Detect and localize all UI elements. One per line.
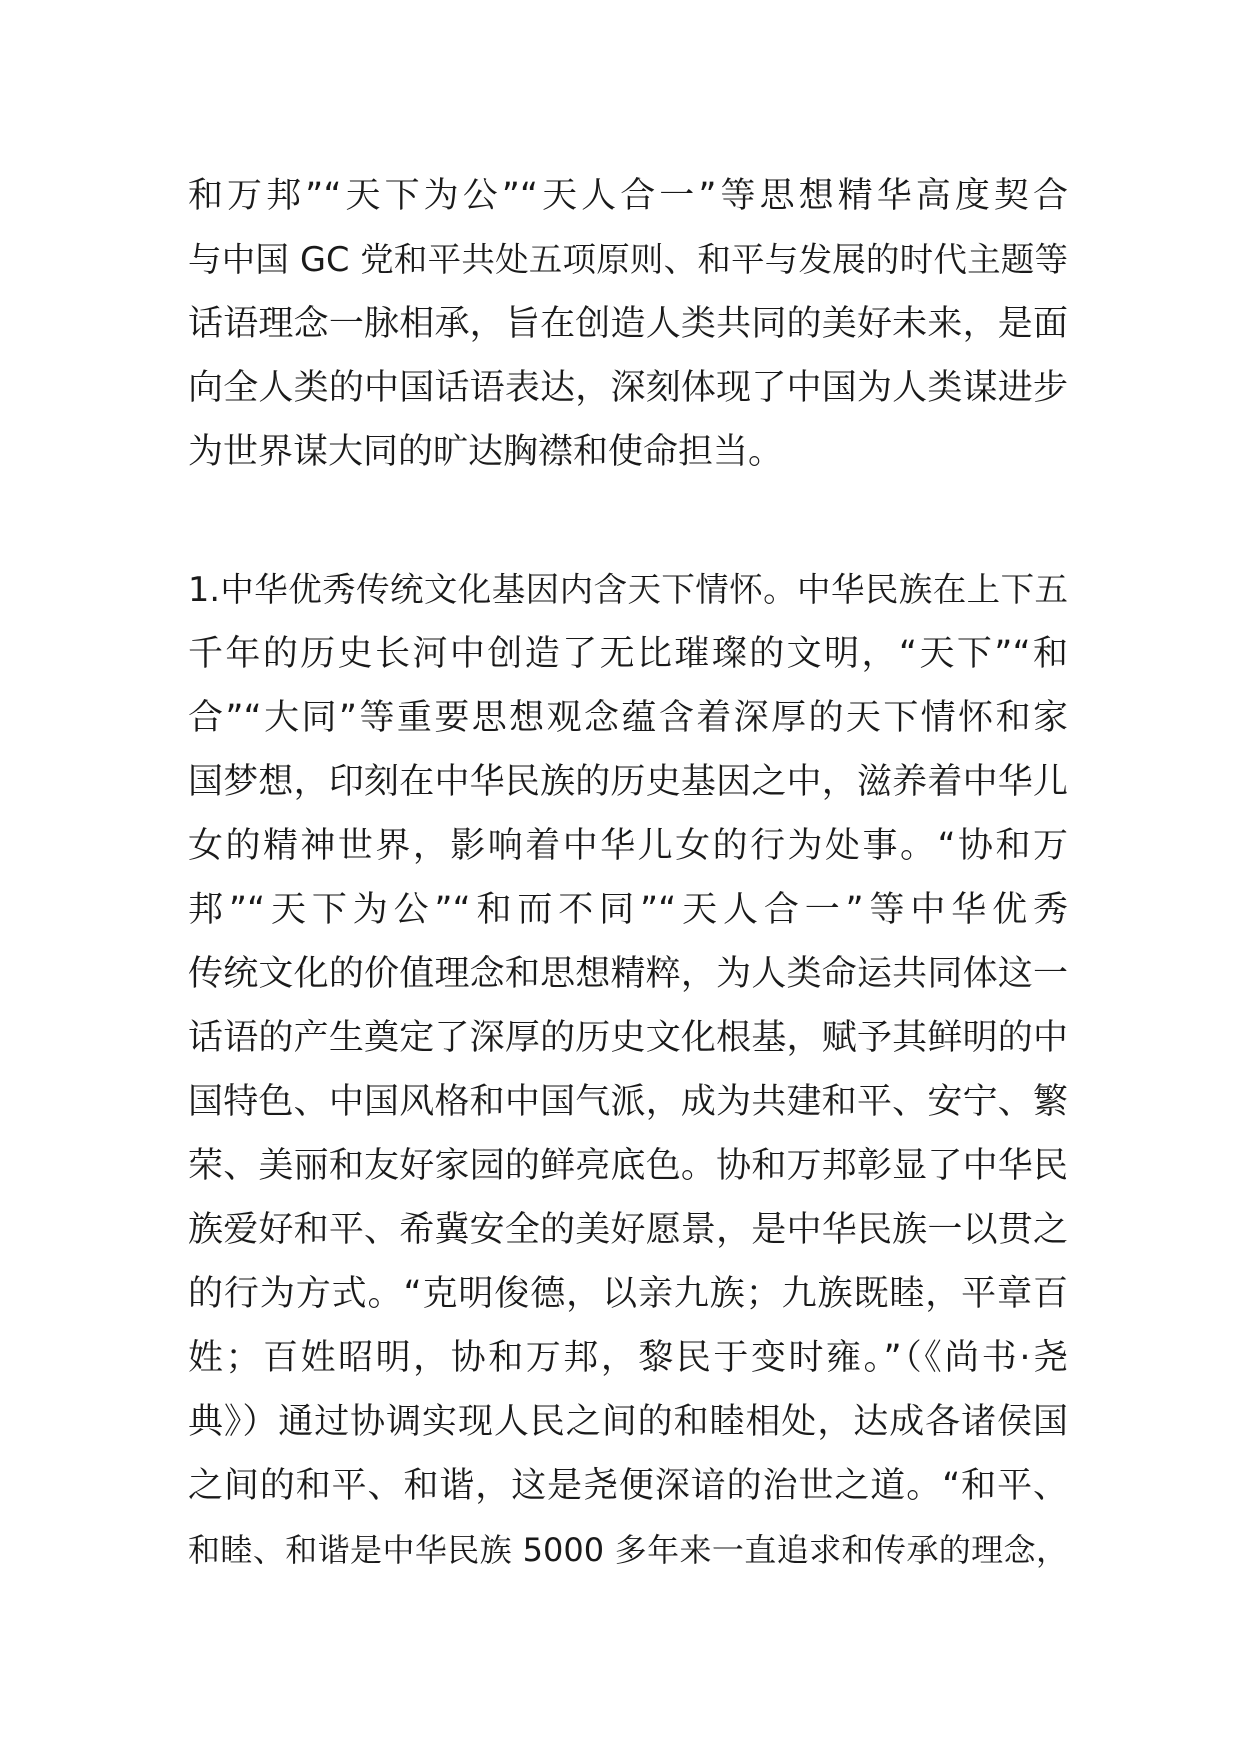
text-line: 的行为方式。“克明俊德，以亲九族；九族既睦，平章百 xyxy=(188,1274,1068,1314)
text-line: 族爱好和平、希冀安全的美好愿景，是中华民族一以贯之 xyxy=(188,1210,1068,1250)
text-line: 话语的产生奠定了深厚的历史文化根基，赋予其鲜明的中 xyxy=(188,1018,1068,1058)
text-line: 女的精神世界，影响着中华儿女的行为处事。“协和万 xyxy=(188,826,1068,866)
text-line: 之间的和平、和谐，这是尧便深谙的治世之道。“和平、 xyxy=(188,1466,1068,1506)
text-line: 千年的历史长河中创造了无比璀璨的文明，“天下”“和 xyxy=(188,634,1068,674)
text-line: 姓；百姓昭明，协和万邦，黎民于变时雍。”（《尚书·尧 xyxy=(188,1338,1068,1378)
text-line: 话语理念一脉相承，旨在创造人类共同的美好未来，是面 xyxy=(188,304,1068,344)
text-line: 与中国 GC 党和平共处五项原则、和平与发展的时代主题等 xyxy=(188,240,1068,279)
text-line: 荣、美丽和友好家园的鲜亮底色。协和万邦彰显了中华民 xyxy=(188,1146,1068,1186)
text-line: 和万邦”“天下为公”“天人合一”等思想精华高度契合 xyxy=(188,176,1068,216)
text-line: 传统文化的价值理念和思想精粹，为人类命运共同体这一 xyxy=(188,954,1068,994)
text-line: 典》）通过协调实现人民之间的和睦相处，达成各诸侯国 xyxy=(188,1402,1068,1442)
text-line: 向全人类的中国话语表达，深刻体现了中国为人类谋进步 xyxy=(188,368,1068,408)
paragraph-section-1 xyxy=(188,558,1068,1582)
section-heading-line: 1.中华优秀传统文化基因内含天下情怀。中华民族在上下五 xyxy=(188,570,1068,609)
text-line: 和睦、和谐是中华民族 5000 多年来一直追求和传承的理念， xyxy=(188,1531,1068,1569)
paragraph-continuation xyxy=(188,164,1068,484)
text-line: 为世界谋大同的旷达胸襟和使命担当。 xyxy=(188,432,784,472)
text-line: 合”“大同”等重要思想观念蕴含着深厚的天下情怀和家 xyxy=(188,698,1068,738)
text-line: 国特色、中国风格和中国气派，成为共建和平、安宁、繁 xyxy=(188,1082,1068,1122)
text-line: 邦”“天下为公”“和而不同”“天人合一”等中华优秀 xyxy=(188,890,1068,930)
text-line: 国梦想，印刻在中华民族的历史基因之中，滋养着中华儿 xyxy=(188,762,1068,802)
